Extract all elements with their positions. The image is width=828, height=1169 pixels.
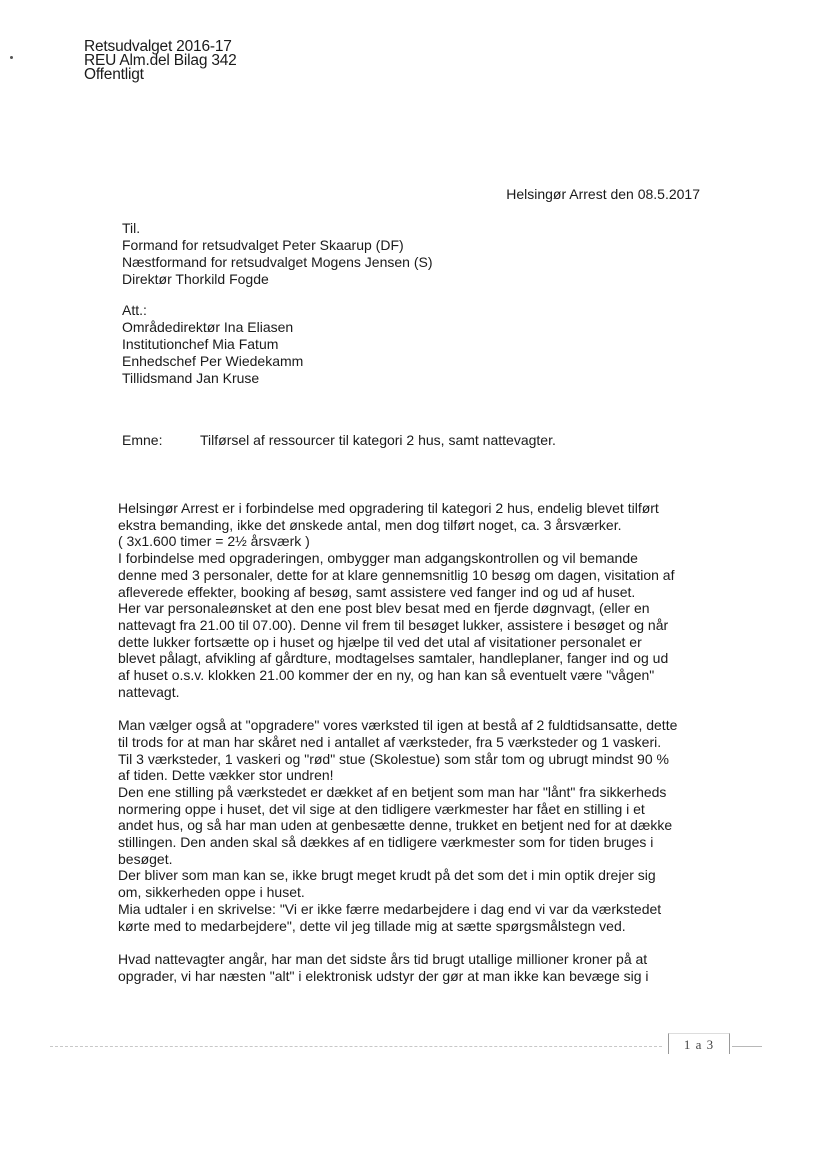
- page-number-box: [668, 1033, 730, 1054]
- body-line: besøget.: [118, 850, 173, 867]
- body-line: kørte med to medarbejdere", dette vil jeg tillade mig at sætte spørgsmålstegn ved.: [118, 917, 626, 934]
- body-line: normering oppe i huset, det vil sige at den tidligere værkmester har fået en stilling i et: [118, 800, 645, 817]
- body-paragraph-1: [118, 500, 708, 700]
- body-line: Helsingør Arrest er i forbindelse med opgradering til kategori 2 hus, endelig blevet tilført: [118, 500, 659, 516]
- body-line: Der bliver som man kan se, ikke brugt meget krudt på det som det i min optik drejer sig: [118, 867, 656, 884]
- body-line: Man vælger også at "opgradere" vores værksted til igen at bestå af 2 fuldtidsansatte, dette: [118, 717, 678, 734]
- attention-line: Områdedirektør Ina Eliasen: [122, 319, 294, 335]
- body-line: nattevagt.: [118, 683, 180, 700]
- scan-speck: [10, 56, 13, 59]
- stamp-committee: Retsudvalget 2016-17: [84, 38, 232, 55]
- body-paragraph-3: [118, 951, 708, 984]
- recipients-heading: Til.: [122, 220, 141, 236]
- body-line: om, sikkerheden oppe i huset.: [118, 884, 305, 901]
- body-line: Mia udtaler i en skrivelse: "Vi er ikke færre medarbejdere i dag end vi var da værkstedet: [118, 900, 662, 917]
- subject-text: Tilførsel af ressourcer til kategori 2 hus, samt nattevagter.: [200, 432, 556, 448]
- body-paragraph-2: [118, 717, 708, 934]
- recipient-line: Næstformand for retsudvalget Mogens Jensen (S): [122, 254, 433, 270]
- footer-divider: [50, 1046, 662, 1047]
- page-number: 1 a 3: [683, 1037, 715, 1052]
- stamp-status: Offentligt: [84, 66, 144, 83]
- body-line: opgrader, vi har næsten "alt" i elektronisk udstyr der gør at man ikke kan bevæge sig i: [118, 967, 649, 984]
- body-line: til trods for at man har skåret ned i antallet af værksteder, fra 5 værksteder og 1 vaskeri.: [118, 733, 662, 750]
- body-line: ( 3x1.600 timer = 2½ årsværk ): [118, 533, 310, 550]
- footer-divider-right: [732, 1046, 762, 1047]
- body-line: afleverede effekter, booking af besøg, samt assistere ved fanger ind og ud af huset.: [118, 583, 636, 600]
- letter-body: [118, 500, 708, 1001]
- attention-heading: Att.:: [122, 302, 147, 318]
- body-line: stillingen. Den anden skal så dækkes af en tidligere værkmester som for tiden bruges i: [118, 834, 654, 851]
- body-line: Hvad nattevagter angår, har man det sidste års tid brugt utallige millioner kroner på at: [118, 950, 648, 967]
- attention-block: [122, 302, 303, 387]
- body-line: af tiden. Dette vækker stor undren!: [118, 767, 334, 784]
- body-line: Den ene stilling på værkstedet er dækket af en betjent som man har "lånt" fra sikkerheds: [118, 783, 667, 800]
- body-line: Her var personaleønsket at den ene post blev besat med en fjerde døgnvagt, (eller en: [118, 600, 650, 617]
- body-line: dette lukker fortsætte op i huset og hjælpe til ved det utal af visitationer personalet er: [118, 633, 642, 650]
- body-line: ekstra bemanding, ikke det ønskede antal, men dog tilført noget, ca. 3 årsværker.: [118, 516, 622, 533]
- attention-line: Institutionchef Mia Fatum: [122, 336, 279, 352]
- parliament-stamp: [84, 40, 237, 82]
- body-line: I forbindelse med opgraderingen, ombygger man adgangskontrollen og vil bemande: [118, 550, 638, 567]
- body-line: blevet pålagt, afvikling af gårdture, modtagelses samtaler, handleplaner, fanger ind og ud: [118, 650, 669, 667]
- attention-line: Enhedschef Per Wiedekamm: [122, 353, 304, 369]
- stamp-reference: REU Alm.del Bilag 342: [84, 52, 237, 69]
- recipient-line: Formand for retsudvalget Peter Skaarup (DF): [122, 237, 404, 253]
- body-line: nattevagt fra 21.00 til 07.00). Denne vil frem til besøget lukker, assistere i besøget og når: [118, 616, 669, 633]
- body-line: Til 3 værksteder, 1 vaskeri og "rød" stue (Skolestue) som står tom og ubrugt mindst 90 %: [118, 750, 669, 767]
- body-line: af huset o.s.v. klokken 21.00 kommer der en ny, og han kan så eventuelt være "vågen": [118, 667, 655, 684]
- place-date-line: Helsingør Arrest den 08.5.2017: [506, 186, 700, 202]
- recipient-line: Direktør Thorkild Fogde: [122, 271, 269, 287]
- body-line: andet hus, og så har man uden at genbesætte denne, trukket en betjent ned for at dække: [118, 817, 673, 834]
- subject-line: [122, 432, 556, 448]
- recipients-block: [122, 220, 432, 288]
- attention-line: Tillidsmand Jan Kruse: [122, 370, 260, 386]
- subject-label: Emne:: [122, 432, 163, 448]
- body-line: denne med 3 personaler, dette for at klare gennemsnitlig 10 besøg om dagen, visitation af: [118, 566, 675, 583]
